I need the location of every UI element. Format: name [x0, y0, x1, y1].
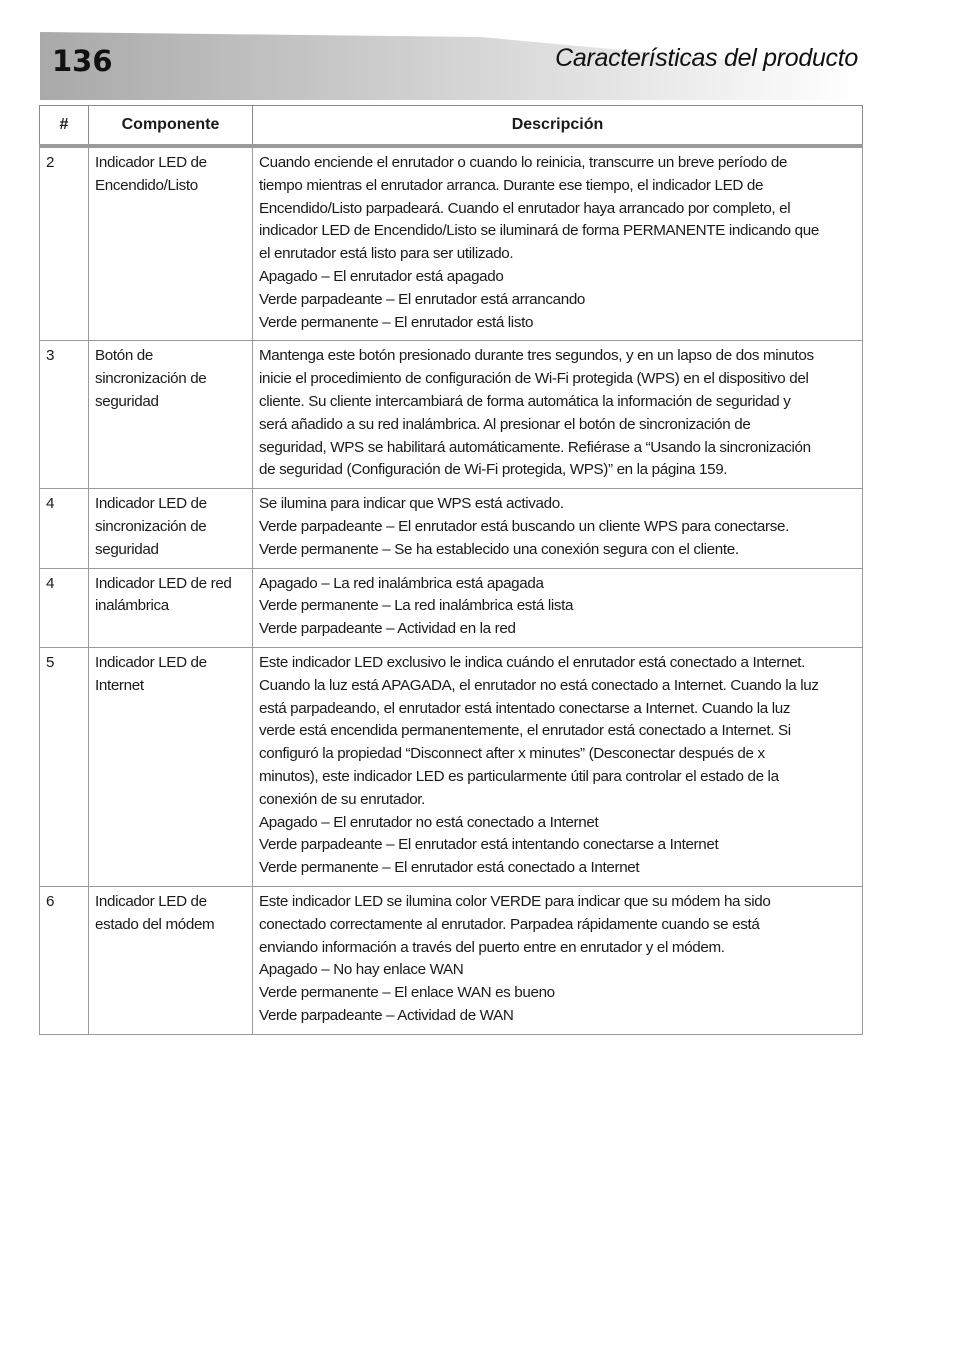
table-row: [40, 146, 863, 341]
description-line: Se ilumina para indicar que WPS está activado.: [259, 495, 564, 513]
component-line: sincronización de: [95, 370, 207, 388]
description-line: Mantenga este botón presionado durante tres segundos, y en un lapso de dos minutos: [259, 347, 814, 365]
description-line: Verde permanente – La red inalámbrica está lista: [259, 597, 574, 615]
description-line: Verde permanente – El enlace WAN es bueno: [259, 984, 555, 1002]
description-line: cliente. Su cliente intercambiará de forma automática la información de seguridad y: [259, 392, 791, 410]
description-line: Verde parpadeante – El enrutador está intentando conectarse a Internet: [259, 836, 719, 854]
component-table: [39, 105, 863, 1035]
component-line: seguridad: [95, 392, 159, 410]
component-line: seguridad: [95, 540, 159, 558]
row-number: 3: [40, 341, 89, 489]
description-line: Encendido/Listo parpadeará. Cuando el enrutador haya arrancado por completo, el: [259, 199, 791, 217]
description-line: enviando información a través del puerto entre en enrutador y el módem.: [259, 938, 725, 956]
row-number: 4: [40, 489, 89, 568]
description-line: Apagado – La red inalámbrica está apagada: [259, 574, 544, 592]
description-line: de seguridad (Configuración de Wi-Fi protegida, WPS)” en la página 159.: [259, 461, 728, 479]
description-cell: [253, 568, 863, 647]
description-line: indicador LED de Encendido/Listo se iluminará de forma PERMANENTE indicando que: [259, 222, 819, 240]
description-line: está parpadeando, el enrutador está intentado conectarse a Internet. Cuando la luz: [259, 699, 791, 717]
component-cell: [89, 886, 253, 1034]
description-line: conexión de su enrutador.: [259, 790, 426, 808]
component-line: Indicador LED de red: [95, 574, 232, 592]
description-line: seguridad, WPS se habilitará automáticamente. Refiérase a “Usando la sincronización: [259, 438, 811, 456]
component-cell: [89, 647, 253, 886]
column-header-description: Descripción: [253, 106, 863, 147]
component-line: sincronización de: [95, 517, 207, 535]
page-number: 136: [52, 44, 113, 78]
description-line: el enrutador está listo para ser utilizado.: [259, 245, 514, 263]
section-title: Características del producto: [555, 44, 858, 72]
description-line: Verde parpadeante – El enrutador está buscando un cliente WPS para conectarse.: [259, 517, 789, 535]
column-header-component: Componente: [89, 106, 253, 147]
description-cell: [253, 146, 863, 341]
description-line: Verde permanente – El enrutador está conectado a Internet: [259, 859, 640, 877]
description-line: inicie el procedimiento de configuración de Wi-Fi protegida (WPS) en el dispositivo del: [259, 370, 809, 388]
description-line: Verde parpadeante – Actividad en la red: [259, 620, 516, 638]
component-line: Indicador LED de: [95, 892, 207, 910]
row-number: 2: [40, 146, 89, 341]
description-line: minutos), este indicador LED es particularmente útil para controlar el estado de la: [259, 767, 779, 785]
component-cell: [89, 489, 253, 568]
description-line: Apagado – El enrutador no está conectado a Internet: [259, 813, 599, 831]
description-line: Verde permanente – Se ha establecido una conexión segura con el cliente.: [259, 540, 739, 558]
table-header-row: [40, 106, 863, 147]
component-cell: [89, 568, 253, 647]
component-line: inalámbrica: [95, 597, 169, 615]
component-cell: [89, 146, 253, 341]
table-row: [40, 647, 863, 886]
description-line: Cuando la luz está APAGADA, el enrutador no está conectado a Internet. Cuando la luz: [259, 676, 819, 694]
table-row: [40, 568, 863, 647]
description-line: Verde parpadeante – Actividad de WAN: [259, 1006, 514, 1024]
row-number: 5: [40, 647, 89, 886]
description-line: conectado correctamente al enrutador. Parpadea rápidamente cuando se está: [259, 915, 760, 933]
row-number: 4: [40, 568, 89, 647]
description-line: tiempo mientras el enrutador arranca. Durante ese tiempo, el indicador LED de: [259, 176, 764, 194]
description-line: Verde permanente – El enrutador está listo: [259, 313, 534, 331]
table-row: [40, 489, 863, 568]
description-cell: [253, 647, 863, 886]
component-line: Internet: [95, 676, 144, 694]
component-line: Botón de: [95, 347, 154, 365]
component-line: estado del módem: [95, 915, 215, 933]
description-line: Este indicador LED se ilumina color VERDE para indicar que su módem ha sido: [259, 892, 771, 910]
description-cell: [253, 886, 863, 1034]
description-cell: [253, 341, 863, 489]
column-header-number: #: [40, 106, 89, 147]
description-line: verde está encendida permanentemente, el enrutador está conectado a Internet. Si: [259, 722, 791, 740]
description-line: Verde parpadeante – El enrutador está arrancando: [259, 290, 586, 308]
description-line: configuró la propiedad “Disconnect after x minutes” (Desconectar después de x: [259, 745, 765, 763]
component-line: Indicador LED de: [95, 154, 207, 171]
component-line: Indicador LED de: [95, 653, 207, 671]
table-body: [40, 146, 863, 1034]
component-line: Indicador LED de: [95, 495, 207, 513]
description-line: Cuando enciende el enrutador o cuando lo reinicia, transcurre un breve período de: [259, 154, 788, 171]
table-row: [40, 341, 863, 489]
description-line: será añadido a su red inalámbrica. Al presionar el botón de sincronización de: [259, 415, 751, 433]
description-line: Apagado – No hay enlace WAN: [259, 961, 464, 979]
description-line: Apagado – El enrutador está apagado: [259, 267, 504, 285]
table-row: [40, 886, 863, 1034]
description-cell: [253, 489, 863, 568]
component-line: Encendido/Listo: [95, 176, 198, 194]
description-line: Este indicador LED exclusivo le indica cuándo el enrutador está conectado a Internet.: [259, 653, 806, 671]
component-cell: [89, 341, 253, 489]
row-number: 6: [40, 886, 89, 1034]
